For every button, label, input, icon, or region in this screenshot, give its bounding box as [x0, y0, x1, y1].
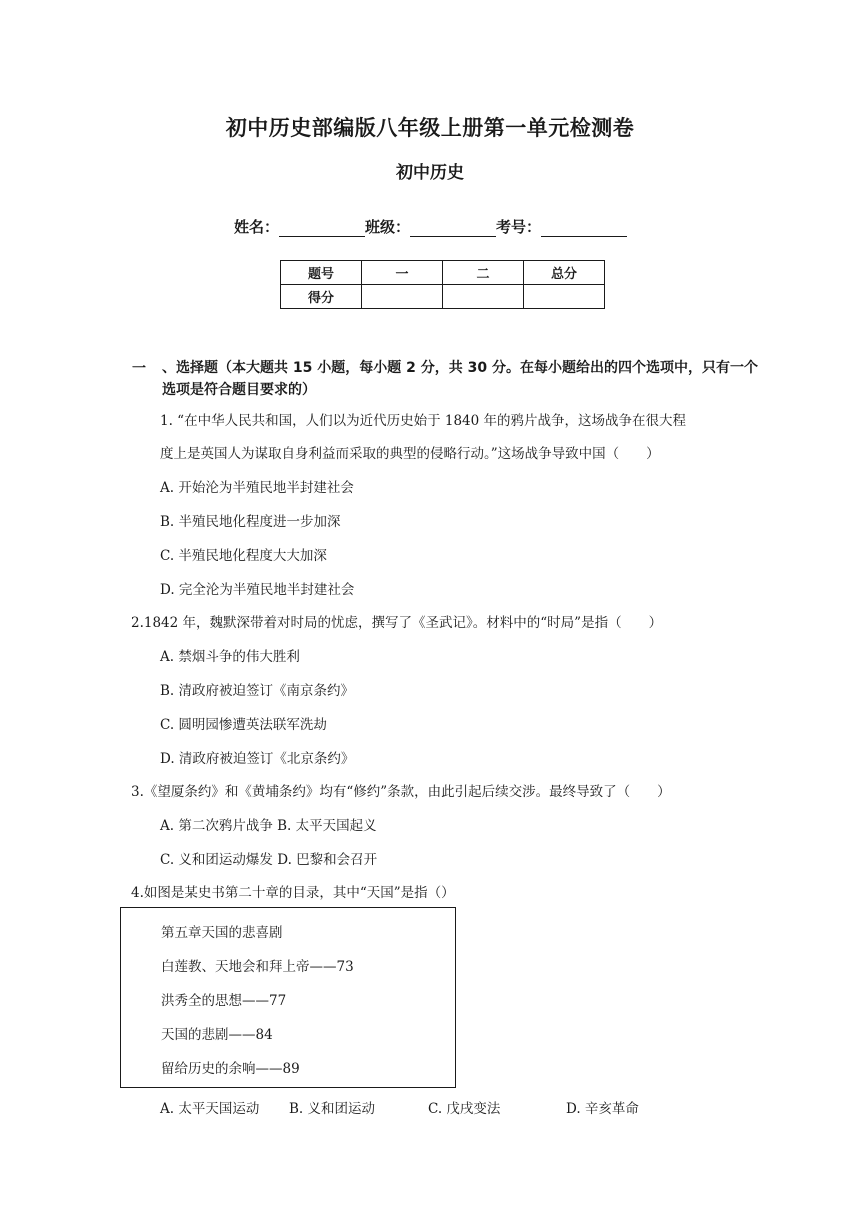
name-blank[interactable]	[279, 218, 365, 237]
score-header-cell: 总分	[524, 261, 605, 285]
score-header-cell: 二	[443, 261, 524, 285]
question-2-option-d: D. 清政府被迫签订《北京条约》	[160, 751, 355, 767]
question-3-options-line-1: A. 第二次鸦片战争 B. 太平天国起义	[160, 818, 377, 834]
score-table-header-row	[281, 261, 605, 285]
id-blank[interactable]	[541, 218, 627, 237]
question-4-option-c: C. 戊戌变法	[428, 1101, 501, 1117]
score-cell[interactable]	[362, 285, 443, 309]
question-1-line-2: 度上是英国人为谋取自身利益而采取的典型的侵略行动。”这场战争导致中国（ ）	[160, 446, 660, 462]
score-cell[interactable]	[524, 285, 605, 309]
question-2-option-c: C. 圆明园惨遭英法联军洗劫	[160, 717, 327, 733]
question-1-option-d: D. 完全沦为半殖民地半封建社会	[160, 582, 355, 598]
question-1-option-a: A. 开始沦为半殖民地半封建社会	[160, 480, 354, 496]
toc-entry: 洪秀全的思想——77	[161, 993, 287, 1009]
class-label: 班级：	[365, 218, 411, 236]
toc-entry: 留给历史的余响——89	[161, 1061, 300, 1077]
toc-entry: 白莲教、天地会和拜上帝——73	[161, 959, 354, 975]
exam-subtitle: 初中历史	[396, 163, 464, 183]
score-table-score-row	[281, 285, 605, 309]
question-3-options-line-2: C. 义和团运动爆发 D. 巴黎和会召开	[160, 852, 378, 868]
question-1-option-c: C. 半殖民地化程度大大加深	[160, 548, 327, 564]
score-cell[interactable]	[443, 285, 524, 309]
question-1-option-b: B. 半殖民地化程度进一步加深	[160, 514, 341, 530]
class-blank[interactable]	[410, 218, 496, 237]
question-2-option-b: B. 清政府被迫签订《南京条约》	[160, 683, 355, 699]
score-row-label: 得分	[281, 285, 362, 309]
question-2-option-a: A. 禁烟斗争的伟大胜利	[160, 649, 300, 665]
question-3-stem: 3.《望厦条约》和《黄埔条约》均有“修约”条款，由此引起后续交涉。最终导致了（ ）	[131, 784, 671, 800]
question-4-option-a: A. 太平天国运动	[160, 1101, 260, 1117]
name-label: 姓名：	[234, 218, 280, 236]
question-4-option-b: B. 义和团运动	[289, 1101, 376, 1117]
section-number: 一	[132, 361, 146, 377]
exam-title: 初中历史部编版八年级上册第一单元检测卷	[225, 116, 635, 140]
question-1-line-1: 1. “在中华人民共和国，人们以为近代历史始于 1840 年的鸦片战争，这场战争在很大程	[160, 413, 687, 429]
question-4-option-d: D. 辛亥革命	[566, 1101, 639, 1117]
id-label: 考号：	[496, 218, 542, 236]
section-instructions: 、选择题（本大题共 15 小题，每小题 2 分，共 30 分。在每小题给出的四个选项中，只有一个选项是符合题目要求的）	[162, 360, 758, 398]
toc-chapter-title: 第五章天国的悲喜剧	[161, 925, 283, 941]
question-4-stem: 4.如图是某史书第二十章的目录，其中“天国”是指（）	[131, 885, 455, 901]
student-info-row	[234, 216, 627, 237]
score-table	[280, 260, 605, 309]
table-of-contents-box	[120, 907, 456, 1088]
question-2-stem: 2.1842 年，魏默深带着对时局的忧虑，撰写了《圣武记》。材料中的“时局”是指（ ）	[131, 615, 663, 631]
toc-entry: 天国的悲剧——84	[161, 1027, 273, 1043]
score-header-cell: 一	[362, 261, 443, 285]
score-header-cell: 题号	[281, 261, 362, 285]
